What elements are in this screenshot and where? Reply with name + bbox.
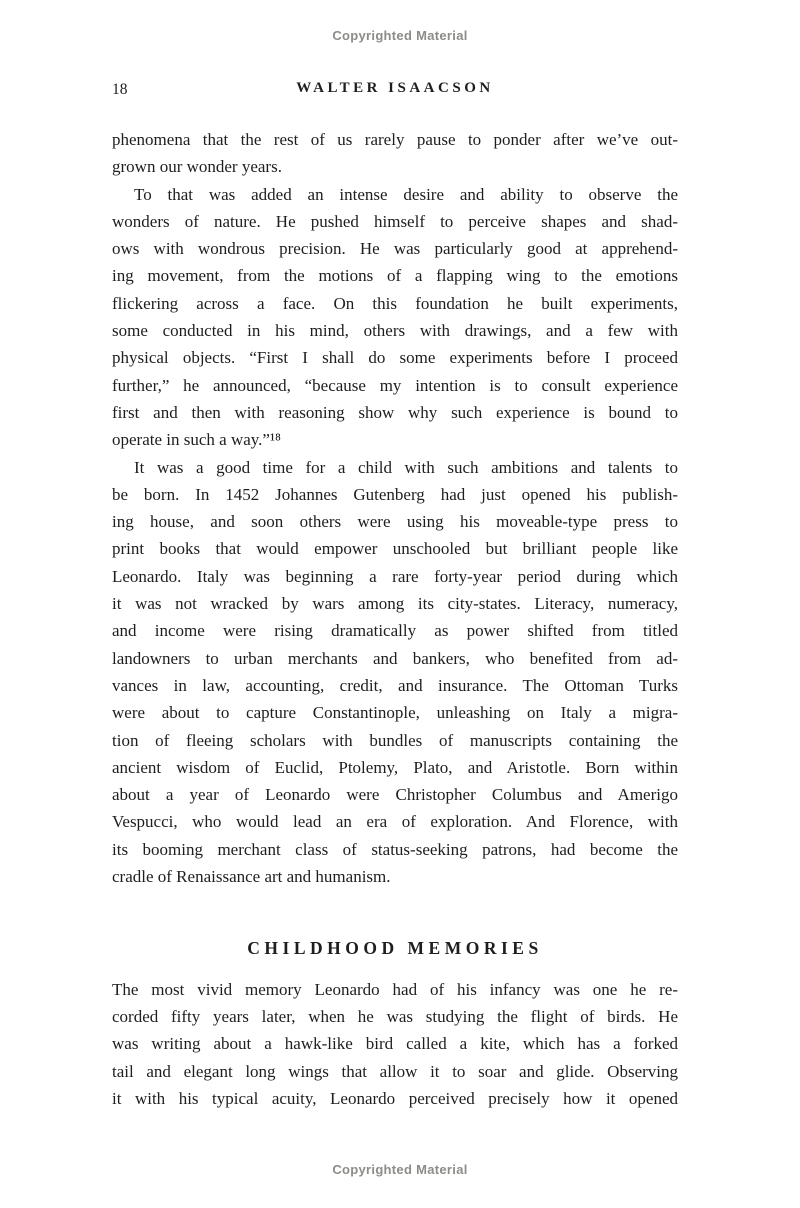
text-line: Vespucci, who would lead an era of exploration. And Florence, with bbox=[112, 812, 678, 832]
text-line: be born. In 1452 Johannes Gutenberg had just opened his publish- bbox=[112, 484, 678, 504]
text-line: and income were rising dramatically as power shifted from titled bbox=[112, 621, 678, 641]
page-header bbox=[112, 80, 678, 102]
text-line: about a year of Leonardo were Christopher Columbus and Amerigo bbox=[112, 785, 678, 805]
copyright-notice-top: Copyrighted Material bbox=[332, 28, 468, 43]
text-line: grown our wonder years. bbox=[112, 157, 282, 177]
text-line: further,” he announced, “because my intention is to consult experience bbox=[112, 375, 678, 395]
body-text bbox=[112, 126, 678, 1112]
section-heading: CHILDHOOD MEMORIES bbox=[247, 938, 543, 959]
text-line: it was not wracked by wars among its city-states. Literacy, numeracy, bbox=[112, 594, 678, 614]
text-line: vances in law, accounting, credit, and insurance. The Ottoman Turks bbox=[112, 675, 678, 695]
paragraph bbox=[112, 976, 678, 1112]
text-line: first and then with reasoning show why such experience is bound to bbox=[112, 402, 678, 422]
text-line: landowners to urban merchants and bankers, who benefited from ad- bbox=[112, 648, 678, 668]
text-line: flickering across a face. On this foundation he built experiments, bbox=[112, 293, 678, 313]
text-line: wonders of nature. He pushed himself to perceive shapes and shad- bbox=[112, 211, 678, 231]
text-line: some conducted in his mind, others with drawings, and a few with bbox=[112, 321, 678, 341]
text-line: It was a good time for a child with such ambitions and talents to bbox=[134, 457, 678, 477]
text-line: physical objects. “First I shall do some experiments before I proceed bbox=[112, 348, 678, 368]
text-line: ing movement, from the motions of a flapping wing to the emotions bbox=[112, 266, 678, 286]
text-line: ing house, and soon others were using his moveable-type press to bbox=[112, 512, 678, 532]
text-line: were about to capture Constantinople, unleashing on Italy a migra- bbox=[112, 703, 678, 723]
page-number: 18 bbox=[112, 81, 128, 98]
running-header: WALTER ISAACSON bbox=[296, 80, 494, 96]
paragraph bbox=[112, 454, 678, 891]
text-line: ows with wondrous precision. He was particularly good at apprehend- bbox=[112, 239, 678, 259]
text-line: To that was added an intense desire and ability to observe the bbox=[134, 184, 678, 204]
text-line: tion of fleeing scholars with bundles of manuscripts containing the bbox=[112, 730, 678, 750]
paragraph bbox=[112, 126, 678, 181]
body-section-before-heading bbox=[112, 126, 678, 890]
paragraph bbox=[112, 181, 678, 454]
text-line: cradle of Renaissance art and humanism. bbox=[112, 867, 391, 887]
text-line: Leonardo. Italy was beginning a rare forty-year period during which bbox=[112, 566, 678, 586]
text-line: was writing about a hawk-like bird called a kite, which has a forked bbox=[112, 1034, 678, 1054]
text-line: The most vivid memory Leonardo had of his infancy was one he re- bbox=[112, 979, 678, 999]
text-line: print books that would empower unschooled but brilliant people like bbox=[112, 539, 678, 559]
copyright-notice-bottom: Copyrighted Material bbox=[332, 1162, 468, 1177]
text-line: it with his typical acuity, Leonardo perceived precisely how it opened bbox=[112, 1088, 678, 1108]
text-line: phenomena that the rest of us rarely pause to ponder after we’ve out- bbox=[112, 130, 678, 149]
text-line: ancient wisdom of Euclid, Ptolemy, Plato, and Aristotle. Born within bbox=[112, 757, 678, 777]
text-line: tail and elegant long wings that allow it to soar and glide. Observing bbox=[112, 1061, 678, 1081]
body-section-after-heading bbox=[112, 976, 678, 1112]
text-line: its booming merchant class of status-seeking patrons, had become the bbox=[112, 839, 678, 859]
text-line: operate in such a way.”¹⁸ bbox=[112, 430, 281, 450]
text-line: corded fifty years later, when he was studying the flight of birds. He bbox=[112, 1006, 678, 1026]
